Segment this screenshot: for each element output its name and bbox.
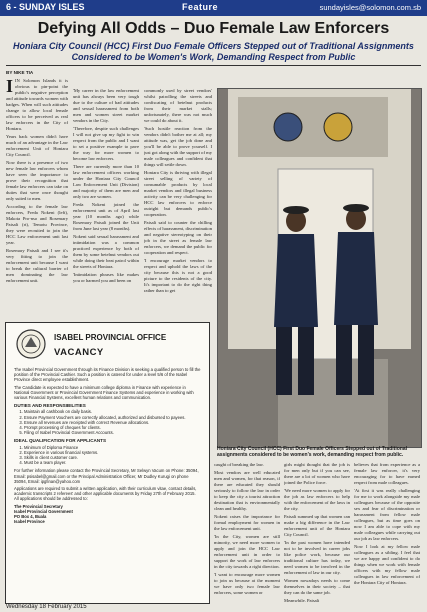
duty-item: 4. Prompt processing of cheques for clients. — [24, 425, 201, 430]
paragraph: 'Intimidation phrases like makes you or harmed you and been on — [73, 272, 139, 283]
qualification-item: 3. Skills in client customer care. — [24, 455, 201, 460]
paragraph: 'I encourage market vendors to respect and uphold the laws of the city because this is not a good picture to the residents of the city. It's important to do the right thing rather than to get — [144, 258, 212, 293]
paragraph: Now I look at my fellow male colleagues as a sibling. I feel that we are happy and confident to do things when we work with female officers with my fellow male colleagues in law enforcement of the Honiara City of Honiara. — [354, 544, 420, 585]
advert-intro: The Isabel Provincial Government through its Finance Division is seeking a qualified person to fill the position of the Provincial Cashier. Such a position is catered for under a level 5/6 of the Isabel Province direct employee establishment. — [14, 367, 201, 383]
paragraph: 'At first it was really challenging for me to work alongside my male colleagues because of the opposite sex and fear of discrimination or harassment from fellow male colleagues, but as time goes on now I am able to cope with my male colleagues while carrying out our job as law enforcers. — [354, 488, 420, 541]
headline: Defying All Odds – Duo Female Law Enforcers — [37, 20, 390, 37]
article-column-1 — [6, 70, 68, 320]
page-label: 6 - SUNDAY ISLES — [6, 2, 85, 12]
duties-heading: DUTIES AND RESPONSIBILITIES — [14, 403, 86, 409]
advert-contact: For further information please contact the Provincial Secretary, Mr Selwyn Vacum on Phone: 35094, Email: psisabel@gmail.com or the Principal Administration Officer, Mr Dudley Kurugi on phone 35094, Email: ipgfinan@yahoo.com — [14, 468, 199, 484]
duty-item: 2. Ensure Payment Vouchers are correctly allocated, authorized and disbursed to payees. — [24, 415, 201, 420]
paragraph: According to the female law enforcers, Freda Nokeni (left), Makota Pro-nso and Rosemary Paisali (rt), Temotu Province, they were recruited to join the HCC Law enforcement unit last year. — [6, 204, 68, 245]
paragraph: Rosemary Paisali and I see it's very fitting to join the enforcement unit because I want to break the cultural barrier of men dominating the law enforcement unit. — [6, 248, 68, 283]
advert-title: ISABEL PROVINCIAL OFFICE — [54, 333, 167, 342]
officers-illustration — [218, 89, 421, 447]
divider — [6, 65, 421, 66]
paragraph: 'I want to encourage more women to join us because at the moment we have only two female law enforcers, some women or — [214, 572, 280, 595]
paragraph: 'We need more women to apply for the job as law enforcers to help with the enforcement of the laws in the city. — [284, 488, 350, 511]
paragraph: There are currently more than 10 law enforcement officers working under the Honiara City Council Law Enforcement Unit (Division) and majority of them are men and only two are women. — [73, 164, 139, 199]
paragraph: Honiara City is thriving with illegal street selling of variety of consumable products by local market vendors and illegal business activity can be very challenging for HCC law enforcers to enforce outright but demands public's cooperation. — [144, 170, 212, 217]
provincial-seal-icon — [16, 329, 46, 359]
duty-item: 1. Maintain all cashbook on daily basis. — [24, 409, 201, 414]
paragraph: Paisali said to counter the chilling effects of harassment, discrimination and negative stereotyping on their job in the street as female law enforcers, we demand the public for cooperation and respect. — [144, 220, 212, 255]
officers-photo — [217, 88, 422, 448]
paragraph: girls might thought that the job is for men only but if you can see, there are a lot of women who have joined the Police force. — [284, 462, 350, 485]
article-column-5 — [284, 462, 350, 602]
paragraph: commonly used by street vendors' whilst patrolling the streets and confiscating of betelnut products from their market stalls; unfortunately, there was not much we could do about it. — [144, 88, 212, 123]
paragraph: believes that from experience as a female law enforcer, it's very encouraging for to have earned respect from male colleagues. — [354, 462, 420, 485]
address-line: The Provincial Secretary — [14, 503, 63, 509]
advert-body — [14, 367, 201, 524]
paragraph: 'In the past women have intended not to be involved in career jobs like police work, because our traditional culture has today, we need women to be involved in the enforcement of law in our city. — [284, 540, 350, 575]
address-line: PO Box 4, Buala — [14, 514, 47, 520]
paragraph: Years back women didn't have much of an advantage in the Law enforcement Unit of Honiara City Council. — [6, 134, 68, 157]
advert-intro-2: The Candidate is expected to have a minimum college diploma in Finance with experience in National Government or Provincial Government Finance Systems and experience in working with various Financial Systems, excellent human relations and communication. — [14, 384, 194, 401]
advert-address — [14, 504, 201, 525]
paragraph: 'In the City, women are still minority, we need more women to apply and join the HCC Law enforcement unit in order to support the work of law enforcers in the city towards a right direction. — [214, 534, 280, 569]
address-line: Isabel Province — [14, 519, 45, 525]
advert-apply: Applications are required to submit a written application, with their curriculum vitae, contact details, academic transcripts 2 referees' and other applicable documents by Friday 27th of February 2015. All applications should be addressed to: — [14, 486, 197, 502]
paragraph: Nokeni said sexual harassment and intimidation was a common practiced experience by both of them by some betelnut vendors out while doing their beat patrol within the streets of Honiara. — [73, 234, 139, 269]
qualification-list — [14, 445, 201, 466]
duties-list — [14, 409, 201, 435]
article-column-2 — [73, 88, 139, 320]
qualification-item: 1. Minimum of Diploma Finance — [24, 445, 201, 450]
paragraph: 'Therefore, despite such challenges I will not give up my fight to win respect from the public and I want to set a positive example to pave the way for more women to become law enforcers. — [73, 126, 139, 161]
footer-date: Wednesday 18 February 2015 — [6, 604, 87, 610]
vacancy-advert — [5, 322, 210, 604]
paragraph: Women nowadays needs to come themselves in their society – that they can do the same job. — [284, 578, 350, 595]
duty-item: 5. Filing of Isabel Provincial Government Accounts. — [24, 430, 201, 435]
qualification-item: 2. Experience in various financial systems. — [24, 450, 201, 455]
photo-caption: Honiara City Council (HCC) First Duo Female Officers Stepped out of Traditional assignments considered to be women's work, demanding respect from public. — [217, 446, 408, 458]
page-header-bar — [0, 0, 427, 16]
paragraph: IIN Solomon Islands it is obvious to pin-point the public's negative perception and attitude towards women with badges. When will such attitudes change to allow local female officers to be perceived as real law enforcers in the City of Honiara. — [6, 76, 68, 131]
paragraph: caught of breaking the law. — [214, 462, 264, 467]
paragraph: 'My career in the law enforcement unit has always been very tough due to the culture of bad attitudes and sexual harassment from both men and women street market vendors in the City. — [73, 88, 139, 123]
paragraph: Paisali summed up that women can make a big difference in the Law enforcement unit of the Honiara City Council. — [284, 514, 350, 537]
qualification-item: 4. Must be a team player. — [24, 460, 201, 465]
qualification-heading: IDEAL QUALIFICATION FOR APPLICANTS — [14, 438, 107, 444]
drop-cap: I — [6, 76, 14, 96]
paragraph: Most vendors are well educated men and women, for that reason, if there are educated they should seriously to follow the law in order to keep the city a tourist attraction destination that is environmentally clean and healthy. — [214, 470, 280, 511]
duty-item: 3. Ensure all revenues are receipted with correct Revenue allocations. — [24, 420, 201, 425]
site-email: sundayisles@solomon.com.sb — [319, 3, 421, 12]
advert-vacancy-heading: VACANCY — [54, 347, 104, 358]
paragraph: Freda Nokeni joined the enforcement unit as of April last year (10 months ago) while Rosemary Paisali joined the Unit from June last year (8 months). — [73, 202, 139, 231]
address-line: Isabel Provincial Government — [14, 508, 73, 514]
article-column-6 — [354, 462, 420, 602]
article-column-4 — [214, 462, 280, 602]
article-column-3 — [144, 88, 212, 320]
byline: BY NIKE TIA — [6, 70, 34, 75]
section-label: Feature — [182, 2, 219, 12]
paragraph: Meanwhile, Paisali — [284, 598, 320, 602]
paragraph: 'Such hostile reaction from the vendors didn't bother me at all; my attitude was, get the job done and you'll be able to prove yourself. I just got along with the support of my male colleagues and confident that things will settle down. — [144, 126, 212, 167]
paragraph: Nokeni raises the importance for formal employment for women in the law enforcement unit. — [214, 514, 280, 531]
paragraph: Now there is a presence of two new female law enforcers whom have seen the importance to prove their recognition that female law enforcers can take on duties that were once thought only suited to men. — [6, 160, 68, 201]
deck: Honiara City Council (HCC) First Duo Female Officers Stepped out of Traditional Assignments Considered to be Women's Work, Demanding Respect from Public — [13, 41, 414, 62]
